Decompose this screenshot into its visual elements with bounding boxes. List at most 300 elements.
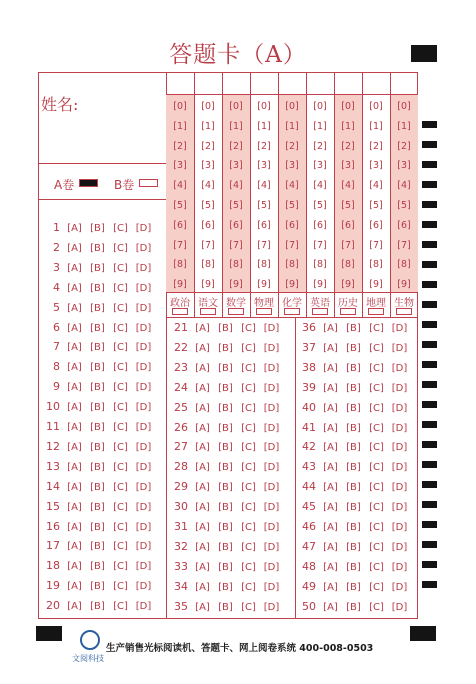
answer-option-bubble[interactable]: [C]: [369, 402, 384, 414]
digit-bubble[interactable]: [2]: [369, 140, 383, 152]
answer-option-bubble[interactable]: [A]: [323, 581, 338, 593]
answer-option-bubble[interactable]: [D]: [263, 342, 280, 354]
answer-option-bubble[interactable]: [B]: [90, 223, 105, 234]
digit-bubble[interactable]: [9]: [397, 279, 411, 291]
answer-option-bubble[interactable]: [D]: [391, 561, 408, 573]
digit-bubble[interactable]: [3]: [341, 160, 355, 172]
answer-option-bubble[interactable]: [B]: [218, 442, 233, 454]
subject-select-box[interactable]: [340, 308, 356, 315]
answer-option-bubble[interactable]: [A]: [67, 481, 82, 493]
answer-option-bubble[interactable]: [C]: [369, 342, 384, 354]
digit-bubble[interactable]: [1]: [369, 120, 383, 132]
digit-bubble[interactable]: [6]: [369, 219, 383, 231]
answer-option-bubble[interactable]: [B]: [346, 342, 361, 354]
digit-bubble[interactable]: [8]: [229, 259, 243, 271]
answer-option-bubble[interactable]: [C]: [241, 522, 256, 533]
answer-option-bubble[interactable]: [C]: [113, 402, 128, 414]
answer-option-bubble[interactable]: [C]: [113, 422, 128, 433]
digit-bubble[interactable]: [7]: [229, 239, 243, 251]
answer-option-bubble[interactable]: [D]: [391, 522, 408, 533]
answer-option-bubble[interactable]: [C]: [113, 282, 128, 294]
answer-option-bubble[interactable]: [C]: [241, 462, 256, 474]
answer-option-bubble[interactable]: [C]: [369, 581, 384, 593]
answer-option-bubble[interactable]: [D]: [135, 362, 152, 374]
digit-bubble[interactable]: [3]: [313, 160, 327, 172]
answer-option-bubble[interactable]: [A]: [323, 362, 338, 374]
answer-option-bubble[interactable]: [D]: [263, 541, 280, 553]
answer-option-bubble[interactable]: [D]: [391, 482, 408, 494]
answer-option-bubble[interactable]: [C]: [113, 601, 128, 613]
answer-option-bubble[interactable]: [B]: [218, 601, 233, 613]
subject-select-box[interactable]: [368, 308, 384, 315]
answer-option-bubble[interactable]: [B]: [346, 382, 361, 394]
answer-option-bubble[interactable]: [C]: [241, 581, 256, 593]
subject-select-box[interactable]: [284, 308, 300, 315]
answer-option-bubble[interactable]: [A]: [195, 342, 210, 354]
answer-option-bubble[interactable]: [A]: [195, 581, 210, 593]
answer-option-bubble[interactable]: [D]: [135, 322, 152, 334]
digit-bubble[interactable]: [0]: [201, 101, 215, 112]
answer-option-bubble[interactable]: [D]: [135, 521, 152, 533]
digit-bubble[interactable]: [6]: [313, 219, 327, 231]
answer-option-bubble[interactable]: [B]: [218, 522, 233, 533]
answer-option-bubble[interactable]: [D]: [391, 541, 408, 553]
answer-option-bubble[interactable]: [D]: [263, 382, 280, 394]
digit-bubble[interactable]: [4]: [201, 180, 215, 192]
answer-option-bubble[interactable]: [C]: [369, 462, 384, 474]
answer-option-bubble[interactable]: [D]: [391, 323, 408, 334]
answer-option-bubble[interactable]: [C]: [241, 323, 256, 334]
answer-option-bubble[interactable]: [B]: [218, 502, 233, 514]
answer-option-bubble[interactable]: [B]: [218, 462, 233, 474]
digit-bubble[interactable]: [7]: [173, 239, 187, 251]
digit-bubble[interactable]: [1]: [201, 120, 215, 132]
answer-option-bubble[interactable]: [B]: [346, 442, 361, 454]
answer-option-bubble[interactable]: [B]: [90, 501, 105, 513]
answer-option-bubble[interactable]: [C]: [113, 223, 128, 234]
digit-bubble[interactable]: [8]: [257, 259, 271, 271]
digit-bubble[interactable]: [8]: [173, 259, 187, 271]
answer-option-bubble[interactable]: [D]: [391, 601, 408, 613]
digit-bubble[interactable]: [8]: [285, 259, 299, 271]
answer-option-bubble[interactable]: [B]: [90, 242, 105, 254]
answer-option-bubble[interactable]: [C]: [241, 362, 256, 374]
answer-option-bubble[interactable]: [A]: [67, 382, 82, 394]
answer-option-bubble[interactable]: [A]: [67, 521, 82, 533]
digit-bubble[interactable]: [8]: [397, 259, 411, 271]
digit-bubble[interactable]: [7]: [285, 239, 299, 251]
digit-bubble[interactable]: [0]: [341, 101, 355, 112]
answer-option-bubble[interactable]: [A]: [67, 223, 82, 234]
digit-bubble[interactable]: [9]: [285, 279, 299, 291]
answer-option-bubble[interactable]: [D]: [135, 223, 152, 234]
answer-option-bubble[interactable]: [B]: [90, 601, 105, 613]
digit-bubble[interactable]: [5]: [257, 200, 271, 211]
answer-option-bubble[interactable]: [D]: [263, 581, 280, 593]
digit-bubble[interactable]: [1]: [257, 120, 271, 132]
answer-option-bubble[interactable]: [C]: [113, 561, 128, 573]
answer-option-bubble[interactable]: [C]: [241, 442, 256, 454]
answer-option-bubble[interactable]: [C]: [369, 601, 384, 613]
digit-bubble[interactable]: [2]: [285, 140, 299, 152]
answer-option-bubble[interactable]: [A]: [67, 561, 82, 573]
subject-select-box[interactable]: [228, 308, 244, 315]
answer-option-bubble[interactable]: [A]: [67, 441, 82, 453]
answer-option-bubble[interactable]: [D]: [391, 362, 408, 374]
answer-option-bubble[interactable]: [D]: [135, 422, 152, 433]
answer-option-bubble[interactable]: [C]: [369, 522, 384, 533]
digit-bubble[interactable]: [1]: [313, 120, 327, 132]
answer-option-bubble[interactable]: [D]: [263, 561, 280, 573]
digit-bubble[interactable]: [4]: [369, 180, 383, 192]
digit-bubble[interactable]: [5]: [285, 200, 299, 211]
answer-option-bubble[interactable]: [C]: [113, 242, 128, 254]
digit-bubble[interactable]: [6]: [229, 219, 243, 231]
digit-bubble[interactable]: [1]: [173, 120, 187, 132]
digit-bubble[interactable]: [2]: [257, 140, 271, 152]
answer-option-bubble[interactable]: [A]: [67, 362, 82, 374]
answer-option-bubble[interactable]: [A]: [323, 442, 338, 454]
answer-option-bubble[interactable]: [A]: [67, 322, 82, 334]
answer-option-bubble[interactable]: [B]: [346, 462, 361, 474]
answer-option-bubble[interactable]: [D]: [391, 342, 408, 354]
answer-option-bubble[interactable]: [B]: [218, 482, 233, 494]
digit-bubble[interactable]: [3]: [201, 160, 215, 172]
answer-option-bubble[interactable]: [A]: [195, 382, 210, 394]
digit-bubble[interactable]: [9]: [341, 279, 355, 291]
answer-option-bubble[interactable]: [C]: [113, 382, 128, 394]
answer-option-bubble[interactable]: [C]: [369, 541, 384, 553]
answer-option-bubble[interactable]: [B]: [346, 323, 361, 334]
answer-option-bubble[interactable]: [D]: [263, 522, 280, 533]
digit-bubble[interactable]: [6]: [341, 219, 355, 231]
digit-bubble[interactable]: [4]: [313, 180, 327, 192]
digit-bubble[interactable]: [5]: [341, 200, 355, 211]
subject-select-box[interactable]: [312, 308, 328, 315]
digit-bubble[interactable]: [5]: [201, 200, 215, 211]
answer-option-bubble[interactable]: [B]: [218, 323, 233, 334]
answer-option-bubble[interactable]: [A]: [323, 323, 338, 334]
answer-option-bubble[interactable]: [A]: [323, 561, 338, 573]
answer-option-bubble[interactable]: [D]: [391, 581, 408, 593]
subject-select-box[interactable]: [200, 308, 216, 315]
digit-bubble[interactable]: [2]: [313, 140, 327, 152]
digit-bubble[interactable]: [5]: [313, 200, 327, 211]
answer-option-bubble[interactable]: [D]: [263, 482, 280, 494]
digit-bubble[interactable]: [4]: [257, 180, 271, 192]
answer-option-bubble[interactable]: [C]: [113, 302, 128, 314]
answer-option-bubble[interactable]: [B]: [346, 502, 361, 514]
digit-bubble[interactable]: [6]: [173, 219, 187, 231]
digit-bubble[interactable]: [7]: [369, 239, 383, 251]
answer-option-bubble[interactable]: [C]: [241, 402, 256, 414]
answer-option-bubble[interactable]: [B]: [90, 561, 105, 573]
answer-option-bubble[interactable]: [D]: [135, 282, 152, 294]
answer-option-bubble[interactable]: [A]: [67, 461, 82, 473]
answer-option-bubble[interactable]: [B]: [218, 362, 233, 374]
answer-option-bubble[interactable]: [B]: [218, 422, 233, 434]
answer-option-bubble[interactable]: [A]: [195, 502, 210, 514]
answer-option-bubble[interactable]: [B]: [346, 482, 361, 494]
answer-option-bubble[interactable]: [C]: [113, 501, 128, 513]
answer-option-bubble[interactable]: [D]: [263, 462, 280, 474]
digit-bubble[interactable]: [6]: [285, 219, 299, 231]
answer-option-bubble[interactable]: [B]: [90, 362, 105, 374]
answer-option-bubble[interactable]: [D]: [135, 382, 152, 394]
answer-option-bubble[interactable]: [A]: [195, 462, 210, 474]
digit-bubble[interactable]: [7]: [397, 239, 411, 251]
answer-option-bubble[interactable]: [D]: [263, 502, 280, 514]
answer-option-bubble[interactable]: [B]: [90, 382, 105, 394]
answer-option-bubble[interactable]: [B]: [90, 302, 105, 314]
answer-option-bubble[interactable]: [B]: [346, 522, 361, 533]
answer-option-bubble[interactable]: [A]: [67, 601, 82, 613]
answer-option-bubble[interactable]: [B]: [346, 601, 361, 613]
answer-option-bubble[interactable]: [C]: [113, 541, 128, 553]
paper-a-box[interactable]: [79, 179, 98, 187]
answer-option-bubble[interactable]: [B]: [346, 402, 361, 414]
answer-option-bubble[interactable]: [B]: [90, 402, 105, 414]
answer-option-bubble[interactable]: [A]: [67, 581, 82, 593]
answer-option-bubble[interactable]: [A]: [323, 522, 338, 533]
answer-option-bubble[interactable]: [B]: [90, 461, 105, 473]
answer-option-bubble[interactable]: [C]: [241, 342, 256, 354]
answer-option-bubble[interactable]: [D]: [135, 541, 152, 553]
answer-option-bubble[interactable]: [B]: [90, 481, 105, 493]
answer-option-bubble[interactable]: [D]: [135, 302, 152, 314]
answer-option-bubble[interactable]: [A]: [195, 541, 210, 553]
answer-option-bubble[interactable]: [C]: [113, 322, 128, 334]
digit-bubble[interactable]: [1]: [397, 120, 411, 132]
answer-option-bubble[interactable]: [C]: [113, 521, 128, 533]
answer-option-bubble[interactable]: [C]: [113, 441, 128, 453]
answer-option-bubble[interactable]: [A]: [67, 282, 82, 294]
answer-option-bubble[interactable]: [A]: [323, 482, 338, 494]
subject-select-box[interactable]: [396, 308, 412, 315]
answer-option-bubble[interactable]: [D]: [135, 481, 152, 493]
answer-option-bubble[interactable]: [B]: [90, 262, 105, 274]
digit-bubble[interactable]: [3]: [173, 160, 187, 172]
answer-option-bubble[interactable]: [C]: [113, 481, 128, 493]
answer-option-bubble[interactable]: [D]: [263, 601, 280, 613]
answer-option-bubble[interactable]: [D]: [135, 501, 152, 513]
answer-option-bubble[interactable]: [A]: [323, 541, 338, 553]
answer-option-bubble[interactable]: [A]: [67, 501, 82, 513]
answer-option-bubble[interactable]: [B]: [90, 422, 105, 433]
answer-option-bubble[interactable]: [D]: [263, 422, 280, 434]
digit-bubble[interactable]: [7]: [257, 239, 271, 251]
digit-bubble[interactable]: [2]: [341, 140, 355, 152]
answer-option-bubble[interactable]: [C]: [113, 362, 128, 374]
digit-bubble[interactable]: [5]: [173, 200, 187, 211]
answer-option-bubble[interactable]: [D]: [391, 422, 408, 434]
answer-option-bubble[interactable]: [B]: [90, 521, 105, 533]
answer-option-bubble[interactable]: [A]: [195, 422, 210, 434]
answer-option-bubble[interactable]: [D]: [135, 601, 152, 613]
digit-bubble[interactable]: [0]: [229, 101, 243, 112]
answer-option-bubble[interactable]: [C]: [369, 442, 384, 454]
answer-option-bubble[interactable]: [D]: [391, 462, 408, 474]
answer-option-bubble[interactable]: [A]: [67, 242, 82, 254]
answer-option-bubble[interactable]: [C]: [113, 461, 128, 473]
answer-option-bubble[interactable]: [A]: [323, 402, 338, 414]
digit-bubble[interactable]: [4]: [341, 180, 355, 192]
digit-bubble[interactable]: [0]: [313, 101, 327, 112]
answer-option-bubble[interactable]: [B]: [90, 541, 105, 553]
answer-option-bubble[interactable]: [B]: [218, 342, 233, 354]
answer-option-bubble[interactable]: [A]: [323, 601, 338, 613]
answer-option-bubble[interactable]: [A]: [195, 442, 210, 454]
digit-bubble[interactable]: [8]: [369, 259, 383, 271]
answer-option-bubble[interactable]: [C]: [241, 422, 256, 434]
answer-option-bubble[interactable]: [C]: [369, 422, 384, 434]
answer-option-bubble[interactable]: [A]: [195, 402, 210, 414]
answer-option-bubble[interactable]: [B]: [218, 541, 233, 553]
answer-option-bubble[interactable]: [D]: [391, 402, 408, 414]
digit-bubble[interactable]: [7]: [201, 239, 215, 251]
answer-option-bubble[interactable]: [D]: [135, 461, 152, 473]
digit-bubble[interactable]: [3]: [229, 160, 243, 172]
digit-bubble[interactable]: [0]: [369, 101, 383, 112]
answer-option-bubble[interactable]: [A]: [323, 462, 338, 474]
digit-bubble[interactable]: [5]: [369, 200, 383, 211]
answer-option-bubble[interactable]: [D]: [135, 441, 152, 453]
answer-option-bubble[interactable]: [B]: [346, 561, 361, 573]
answer-option-bubble[interactable]: [B]: [218, 581, 233, 593]
digit-bubble[interactable]: [3]: [397, 160, 411, 172]
answer-option-bubble[interactable]: [A]: [67, 342, 82, 354]
answer-option-bubble[interactable]: [C]: [369, 382, 384, 394]
digit-bubble[interactable]: [1]: [341, 120, 355, 132]
answer-option-bubble[interactable]: [C]: [113, 262, 128, 274]
answer-option-bubble[interactable]: [C]: [369, 561, 384, 573]
answer-option-bubble[interactable]: [B]: [218, 382, 233, 394]
digit-bubble[interactable]: [1]: [229, 120, 243, 132]
digit-bubble[interactable]: [3]: [257, 160, 271, 172]
digit-bubble[interactable]: [6]: [397, 219, 411, 231]
answer-option-bubble[interactable]: [B]: [218, 402, 233, 414]
digit-bubble[interactable]: [2]: [173, 140, 187, 152]
answer-option-bubble[interactable]: [A]: [195, 482, 210, 494]
digit-bubble[interactable]: [2]: [397, 140, 411, 152]
digit-bubble[interactable]: [9]: [257, 279, 271, 291]
answer-option-bubble[interactable]: [C]: [113, 342, 128, 354]
digit-bubble[interactable]: [3]: [285, 160, 299, 172]
answer-option-bubble[interactable]: [A]: [195, 323, 210, 334]
digit-bubble[interactable]: [0]: [173, 101, 187, 112]
answer-option-bubble[interactable]: [B]: [346, 422, 361, 434]
answer-option-bubble[interactable]: [C]: [241, 382, 256, 394]
digit-bubble[interactable]: [7]: [341, 239, 355, 251]
answer-option-bubble[interactable]: [A]: [195, 561, 210, 573]
answer-option-bubble[interactable]: [A]: [67, 402, 82, 414]
answer-option-bubble[interactable]: [C]: [369, 502, 384, 514]
answer-option-bubble[interactable]: [A]: [323, 382, 338, 394]
digit-bubble[interactable]: [9]: [229, 279, 243, 291]
answer-option-bubble[interactable]: [D]: [135, 342, 152, 354]
answer-option-bubble[interactable]: [C]: [369, 362, 384, 374]
digit-bubble[interactable]: [4]: [173, 180, 187, 192]
digit-bubble[interactable]: [9]: [173, 279, 187, 291]
answer-option-bubble[interactable]: [A]: [195, 362, 210, 374]
answer-option-bubble[interactable]: [B]: [90, 322, 105, 334]
answer-option-bubble[interactable]: [C]: [241, 482, 256, 494]
answer-option-bubble[interactable]: [D]: [263, 323, 280, 334]
digit-bubble[interactable]: [9]: [201, 279, 215, 291]
answer-option-bubble[interactable]: [A]: [195, 522, 210, 533]
answer-option-bubble[interactable]: [B]: [90, 342, 105, 354]
answer-option-bubble[interactable]: [C]: [241, 561, 256, 573]
answer-option-bubble[interactable]: [A]: [67, 422, 82, 433]
answer-option-bubble[interactable]: [B]: [90, 282, 105, 294]
answer-option-bubble[interactable]: [A]: [323, 422, 338, 434]
digit-bubble[interactable]: [8]: [313, 259, 327, 271]
answer-option-bubble[interactable]: [D]: [135, 561, 152, 573]
digit-bubble[interactable]: [6]: [257, 219, 271, 231]
answer-option-bubble[interactable]: [A]: [67, 262, 82, 274]
answer-option-bubble[interactable]: [A]: [195, 601, 210, 613]
digit-bubble[interactable]: [0]: [397, 101, 411, 112]
answer-option-bubble[interactable]: [D]: [263, 442, 280, 454]
answer-option-bubble[interactable]: [D]: [135, 581, 152, 593]
answer-option-bubble[interactable]: [D]: [135, 262, 152, 274]
answer-option-bubble[interactable]: [D]: [391, 442, 408, 454]
answer-option-bubble[interactable]: [D]: [391, 382, 408, 394]
answer-option-bubble[interactable]: [C]: [369, 323, 384, 334]
digit-bubble[interactable]: [8]: [341, 259, 355, 271]
digit-bubble[interactable]: [5]: [229, 200, 243, 211]
digit-bubble[interactable]: [7]: [313, 239, 327, 251]
answer-option-bubble[interactable]: [B]: [346, 362, 361, 374]
answer-option-bubble[interactable]: [B]: [90, 581, 105, 593]
answer-option-bubble[interactable]: [B]: [218, 561, 233, 573]
digit-bubble[interactable]: [9]: [369, 279, 383, 291]
answer-option-bubble[interactable]: [D]: [263, 402, 280, 414]
digit-bubble[interactable]: [3]: [369, 160, 383, 172]
digit-bubble[interactable]: [6]: [201, 219, 215, 231]
subject-select-box[interactable]: [172, 308, 188, 315]
answer-option-bubble[interactable]: [B]: [346, 581, 361, 593]
digit-bubble[interactable]: [4]: [397, 180, 411, 192]
digit-bubble[interactable]: [1]: [285, 120, 299, 132]
answer-option-bubble[interactable]: [C]: [369, 482, 384, 494]
paper-b-box[interactable]: [139, 179, 158, 187]
digit-bubble[interactable]: [8]: [201, 259, 215, 271]
digit-bubble[interactable]: [0]: [257, 101, 271, 112]
subject-select-box[interactable]: [256, 308, 272, 315]
answer-option-bubble[interactable]: [D]: [391, 502, 408, 514]
digit-bubble[interactable]: [4]: [229, 180, 243, 192]
digit-bubble[interactable]: [4]: [285, 180, 299, 192]
digit-bubble[interactable]: [2]: [229, 140, 243, 152]
answer-option-bubble[interactable]: [C]: [113, 581, 128, 593]
answer-option-bubble[interactable]: [A]: [67, 302, 82, 314]
answer-option-bubble[interactable]: [A]: [323, 502, 338, 514]
digit-bubble[interactable]: [2]: [201, 140, 215, 152]
digit-bubble[interactable]: [0]: [285, 101, 299, 112]
answer-option-bubble[interactable]: [B]: [346, 541, 361, 553]
answer-option-bubble[interactable]: [C]: [241, 502, 256, 514]
answer-option-bubble[interactable]: [A]: [323, 342, 338, 354]
digit-bubble[interactable]: [5]: [397, 200, 411, 211]
answer-option-bubble[interactable]: [B]: [90, 441, 105, 453]
digit-bubble[interactable]: [9]: [313, 279, 327, 291]
answer-option-bubble[interactable]: [D]: [135, 242, 152, 254]
answer-option-bubble[interactable]: [C]: [241, 601, 256, 613]
answer-option-bubble[interactable]: [D]: [263, 362, 280, 374]
answer-option-bubble[interactable]: [C]: [241, 541, 256, 553]
answer-option-bubble[interactable]: [D]: [135, 402, 152, 414]
